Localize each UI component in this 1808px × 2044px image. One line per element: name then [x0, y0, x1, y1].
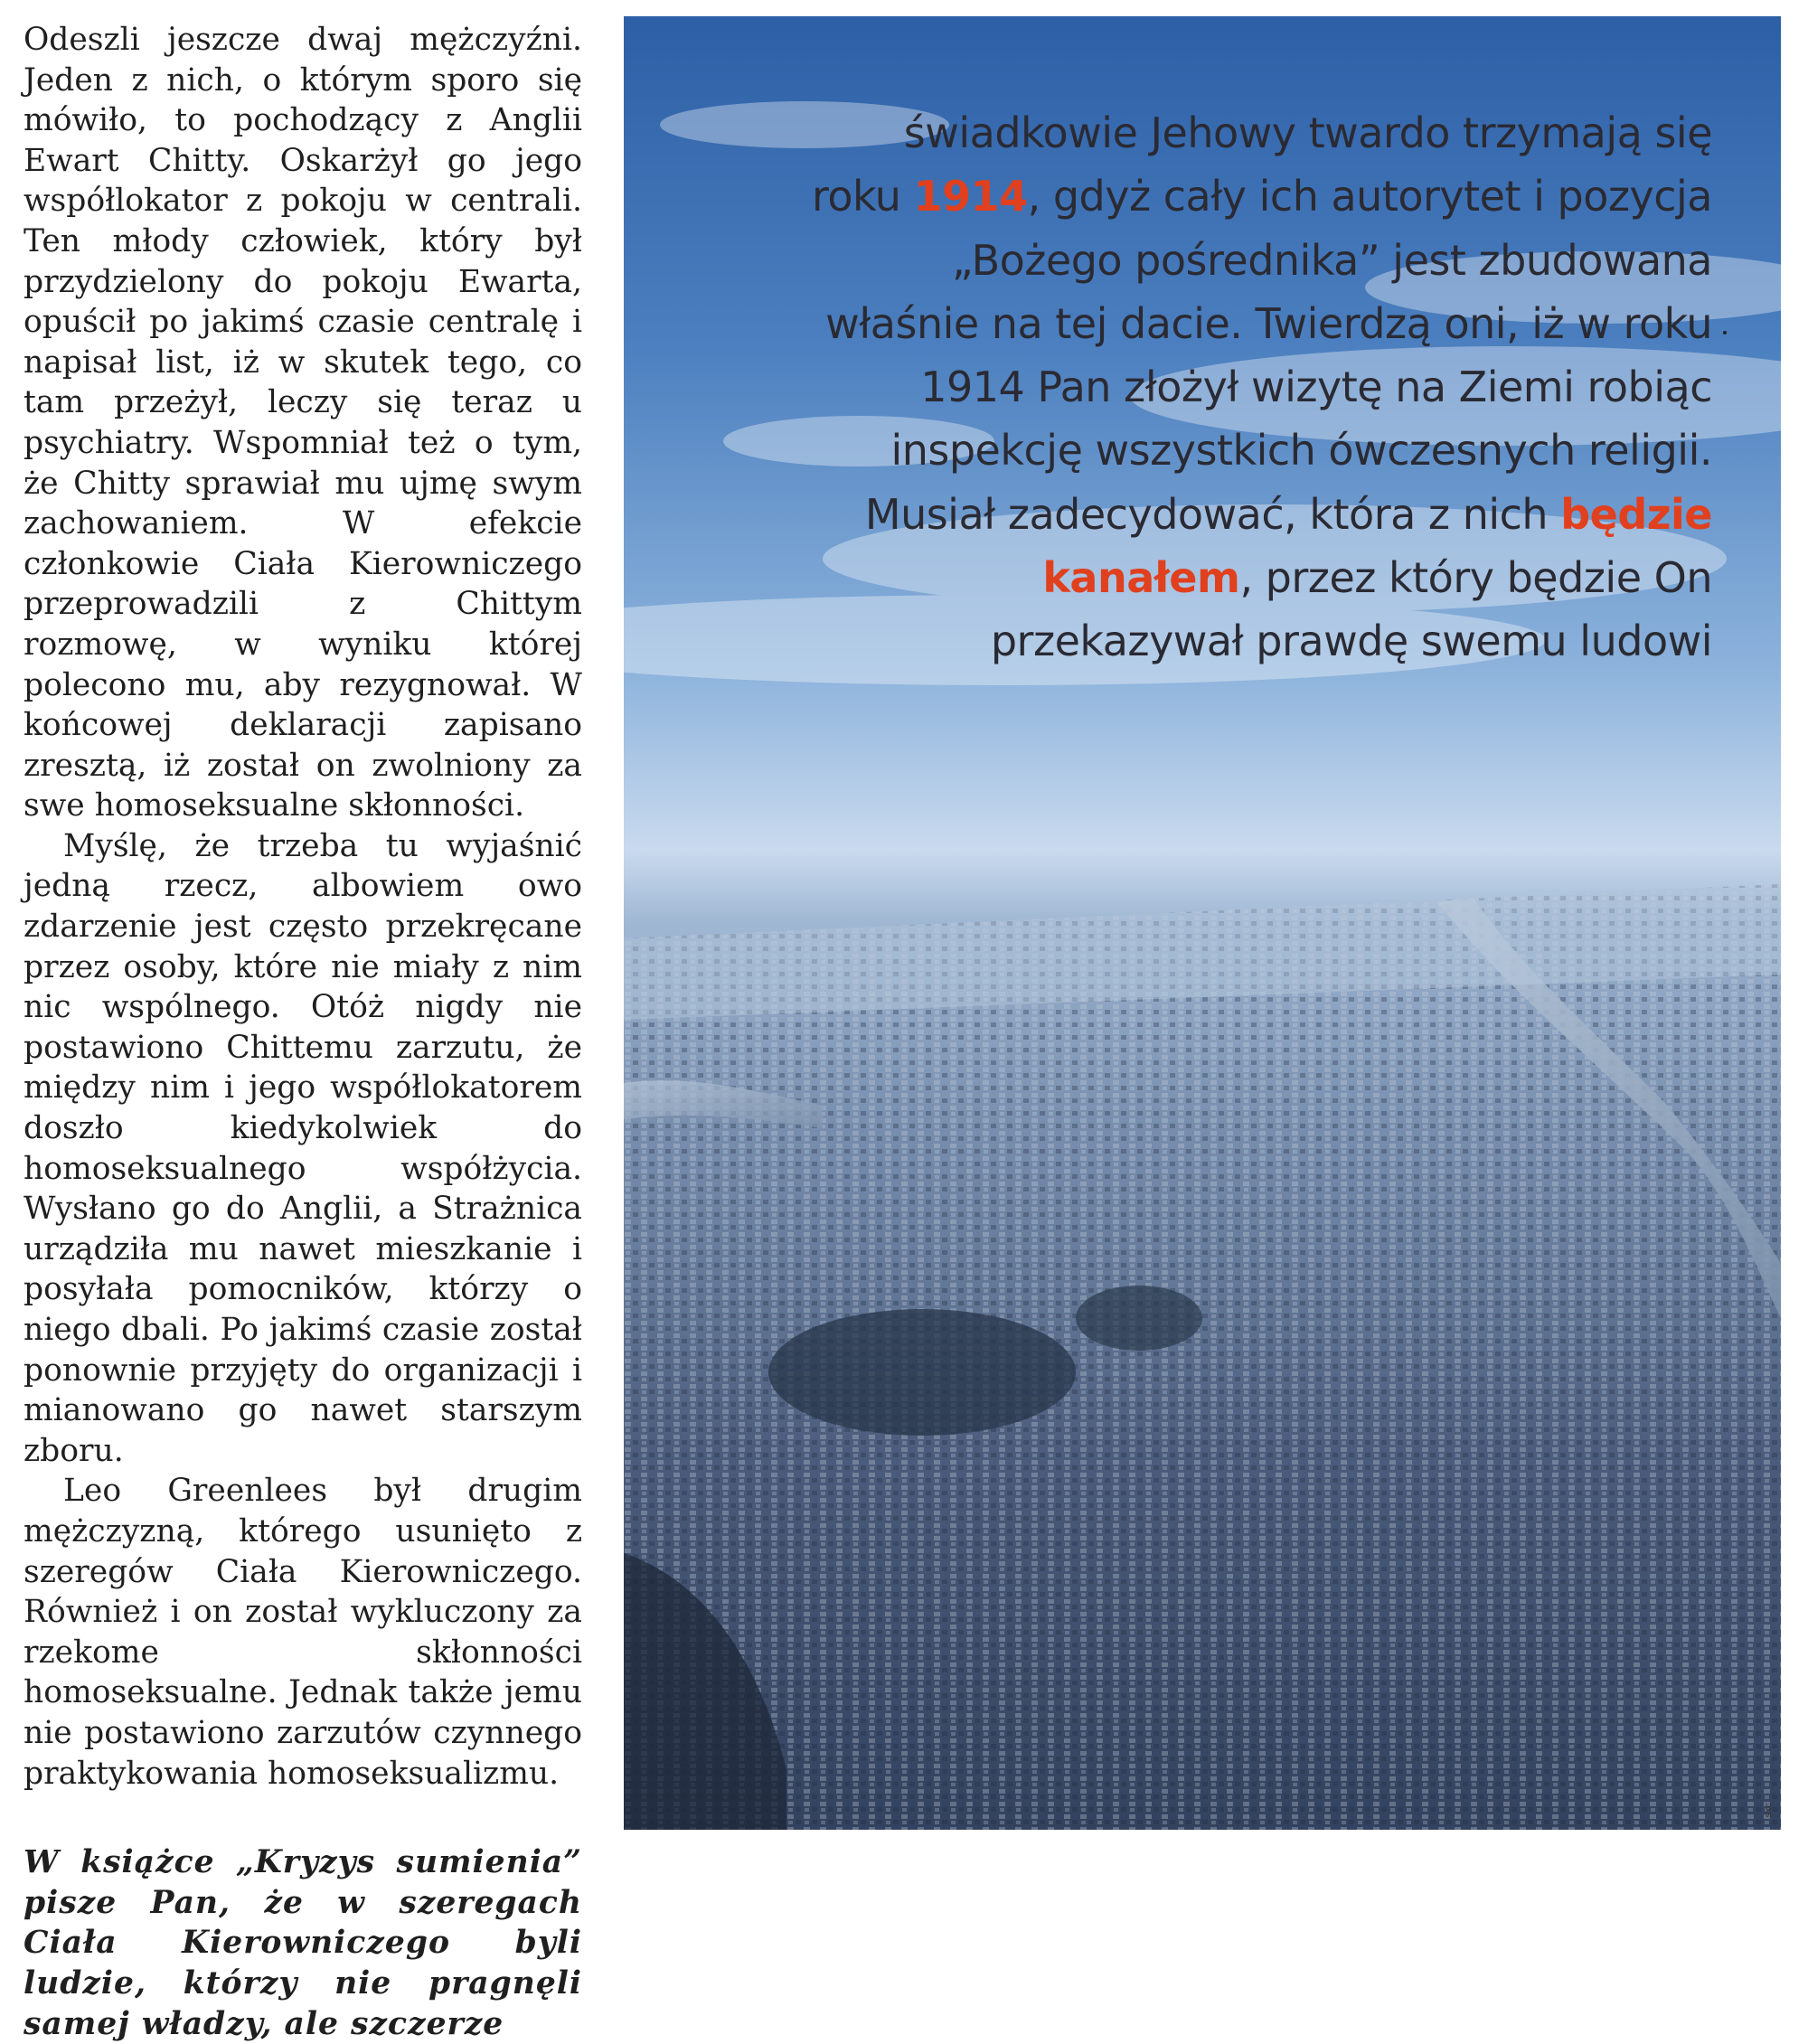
article-paragraph-1: Odeszli jeszcze dwaj mężczyźni. Jeden z nich, o którym sporo się mówiło, to pochodzący z Anglii Ewart Chitty. Oskarżył go jego współlokator z pokoju w centrali. Ten młody człowiek, który był przydzielony do pokoju Ewarta, opuścił po jakimś czasie centralę i napisał list, iż w skutek tego, co tam przeżył, leczy się teraz u psychiatry. Wspomniał też o tym, że Chitty sprawiał mu ujmę swym zachowaniem. W efekcie członkowie Ciała Kierowniczego przeprowadzili z Chittym rozmowę, w wyniku której polecono mu, aby rezygnował. W końcowej deklaracji zapisano zresztą, iż został on zwolniony za swe homoseksualne skłonności.	[24, 22, 582, 824]
pull-quote-text-2: , gdyż cały ich autorytet i pozycja „Bożego pośrednika” jest zbudowana właśnie na tej dacie. Twierdzą oni, iż w roku 1914 Pan złożył wizytę na Ziemi robiąc inspekcję wszystkich ówczesnych religii. Musiał zadecydować, która z nich	[825, 172, 1712, 539]
pull-quote-highlight-year: 1914	[913, 172, 1028, 221]
article-paragraph-2: Myślę, że trzeba tu wyjaśnić jedną rzecz, albowiem owo zdarzenie jest często przekręcane przez osoby, które nie miały z nim nic wspólnego. Otóż nigdy nie postawiono Chittemu zarzutu, że między nim i jego współlokatorem doszło kiedykolwiek do homoseksualnego współżycia. Wysłano go do Anglii, a Strażnica urządziła mu nawet mieszkanie i posyłała pomocników, którzy o niego dbali. Po jakimś czasie został ponownie przyjęty do organizacji i mianowano go nawet starszym zboru.	[24, 827, 582, 1469]
article-column	[24, 20, 582, 2044]
interview-question: W książce „Kryzys sumienia” pisze Pan, że w szeregach Ciała Kierowniczego byli ludzie, którzy nie pragnęli samej władzy, ale szczerze	[24, 1844, 582, 2042]
print-speck	[1723, 331, 1727, 334]
article-paragraph-3: Leo Greenlees był drugim mężczyzną, którego usunięto z szeregów Ciała Kierowniczego. Również i on został wykluczony za rzekome skłonności homoseksualne. Jednak także jemu nie postawiono zarzutów czynnego praktykowania homoseksualizmu.	[24, 1473, 582, 1792]
pull-quote-text-3: , przez który będzie On przekazywał prawdę swemu ludowi	[990, 553, 1712, 666]
photo-credit: sxc	[1764, 1802, 1774, 1817]
pull-quote-text-1: świadkowie Jehowy twardo trzymają się roku	[812, 108, 1712, 221]
aerial-city-photo	[624, 16, 1781, 1830]
pull-quote-highlight-channel: będzie kanałem	[1042, 489, 1712, 603]
pull-quote	[808, 101, 1712, 673]
